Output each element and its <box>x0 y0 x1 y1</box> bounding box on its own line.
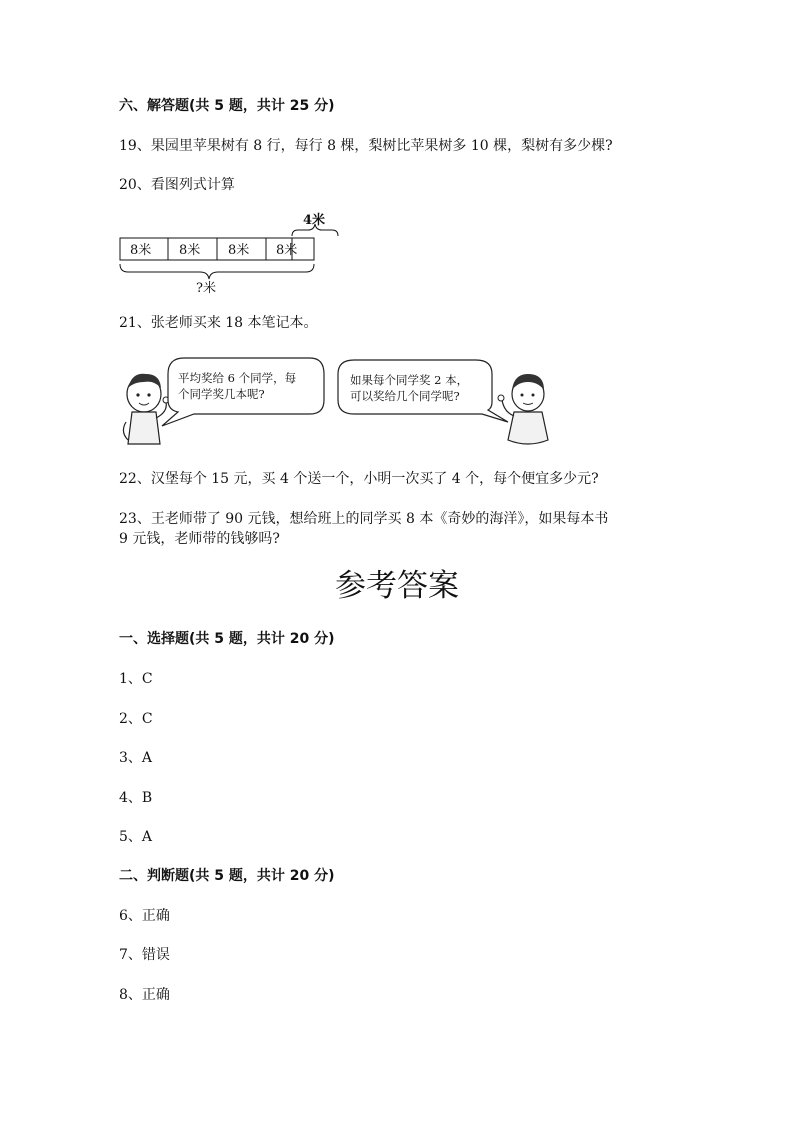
question-19: 19、果园里苹果树有 8 行，每行 8 棵，梨树比苹果树多 10 棵，梨树有多少棵? <box>119 138 613 154</box>
q21-illustration <box>116 352 556 452</box>
section6-heading: 六、解答题(共 5 题，共计 25 分) <box>119 98 335 114</box>
answer-item: 5、A <box>119 829 153 845</box>
segment-label-2: 8米 <box>179 243 201 258</box>
section1-heading: 一、选择题(共 5 题，共计 20 分) <box>119 631 335 647</box>
question-22: 22、汉堡每个 15 元，买 4 个送一个，小明一次买了 4 个，每个便宜多少元? <box>119 471 599 487</box>
speech-bubble-right <box>338 360 508 422</box>
answer-item: 4、B <box>119 790 153 806</box>
answer-item: 1、C <box>119 671 153 687</box>
segment-label-4: 8米 <box>276 243 298 258</box>
answer-key-title: 参考答案 <box>335 568 459 604</box>
answer-item: 7、错误 <box>119 947 170 963</box>
question-20: 20、看图列式计算 <box>119 177 235 193</box>
top-brace-label: 4米 <box>303 213 326 228</box>
question-23-line-1: 23、王老师带了 90 元钱，想给班上的同学买 8 本《奇妙的海洋》，如果每本书 <box>119 511 609 527</box>
segment-label-1: 8米 <box>130 243 152 258</box>
bubble-left-line-1: 平均奖给 6 个同学，每 <box>178 371 297 385</box>
answer-item: 3、A <box>119 750 153 766</box>
bubble-right-line-2: 可以奖给几个同学呢? <box>350 389 460 403</box>
answer-item: 2、C <box>119 711 153 727</box>
bottom-brace-label: ?米 <box>196 281 216 296</box>
answer-item: 8、正确 <box>119 987 170 1003</box>
segment-label-3: 8米 <box>228 243 250 258</box>
q20-segment-diagram <box>110 208 340 298</box>
bubble-right-line-1: 如果每个同学奖 2 本， <box>350 373 469 387</box>
section2-heading: 二、判断题(共 5 题，共计 20 分) <box>119 868 335 884</box>
girl-right-icon <box>498 374 548 444</box>
bottom-brace <box>120 264 314 279</box>
speech-bubble-left <box>162 358 324 426</box>
question-23-line-2: 9 元钱，老师带的钱够吗? <box>119 531 280 547</box>
bubble-left-line-2: 个同学奖几本呢? <box>178 387 265 401</box>
boy-left-icon <box>123 374 169 444</box>
answer-item: 6、正确 <box>119 908 170 924</box>
question-21: 21、张老师买来 18 本笔记本。 <box>119 315 318 331</box>
